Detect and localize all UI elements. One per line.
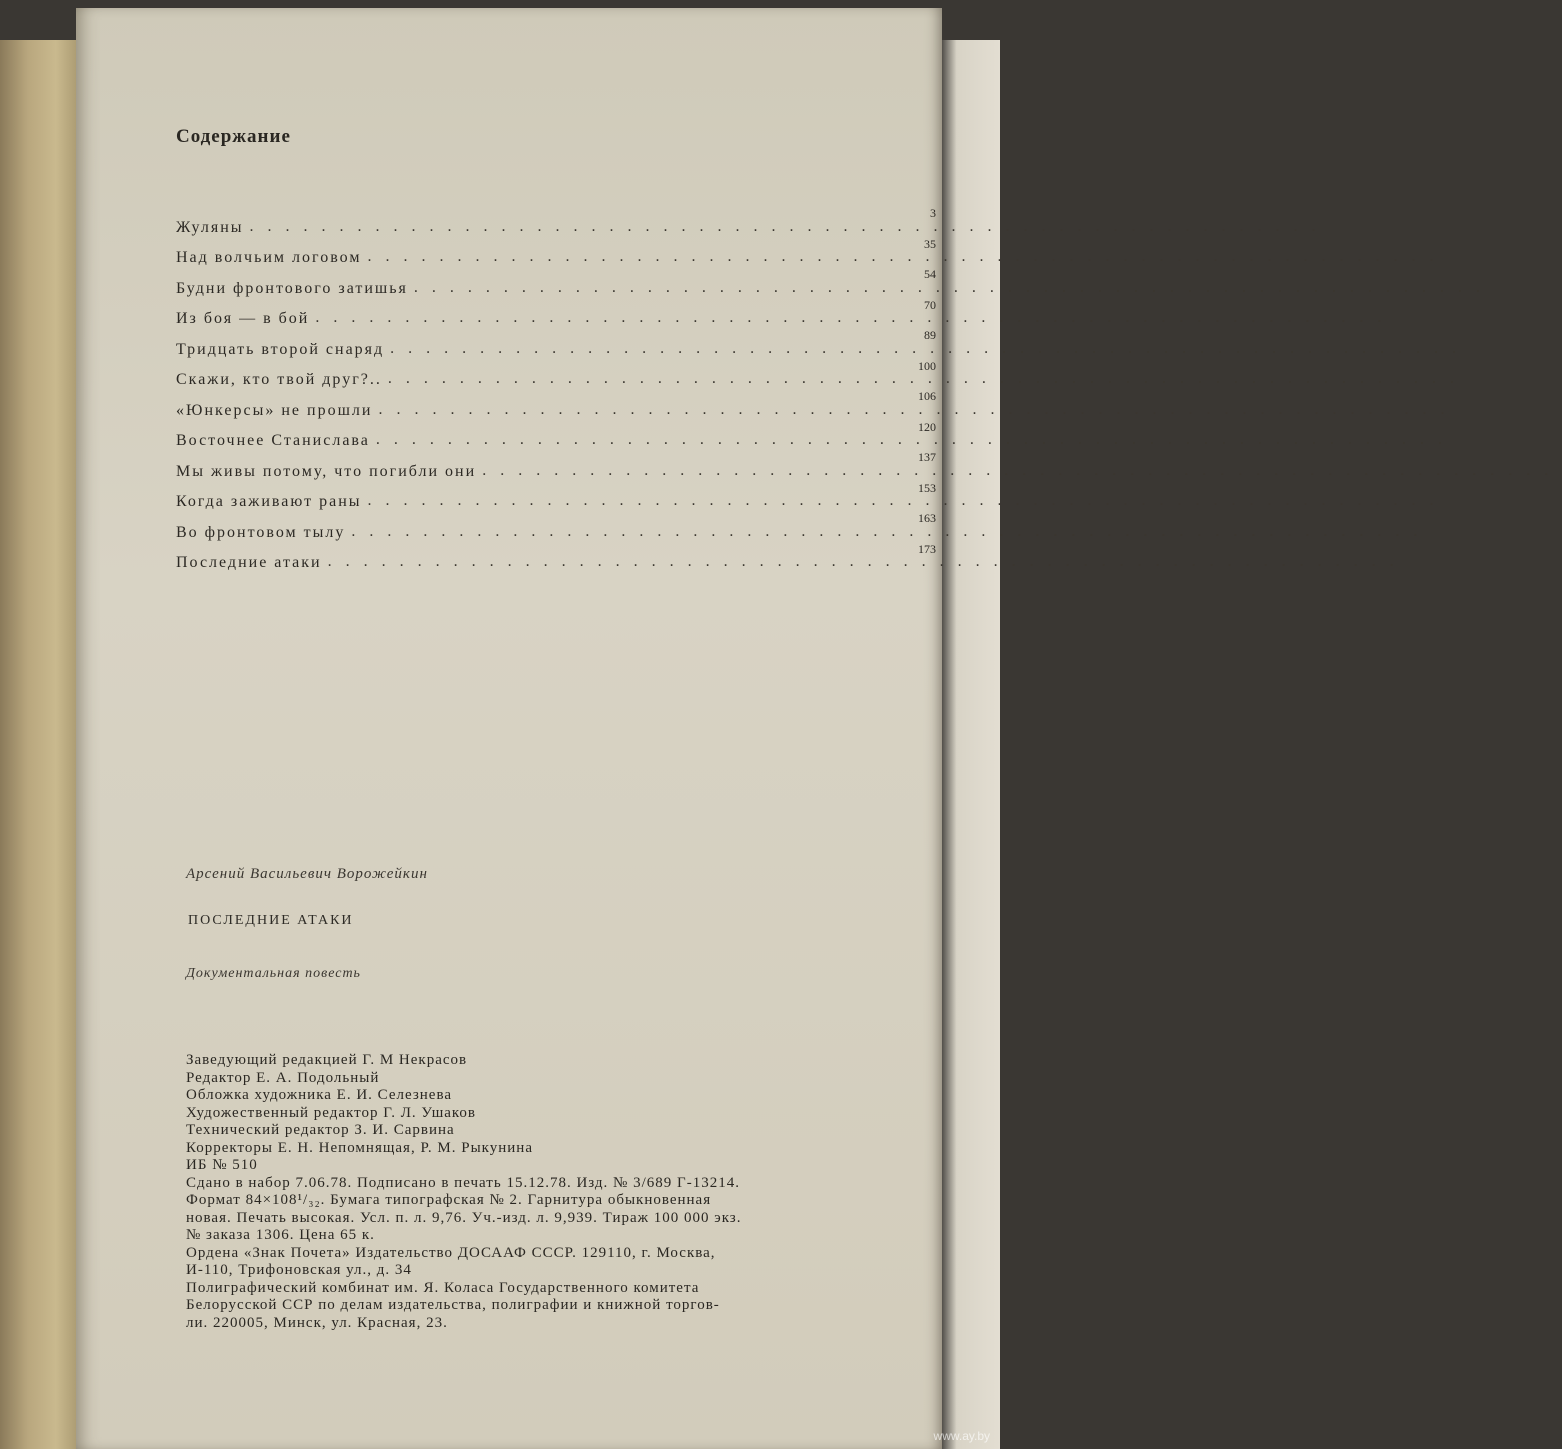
imprint-line: ли. 220005, Минск, ул. Красная, 23. [186,1314,448,1331]
toc-entry-label: Мы живы потому, что погибли они [176,462,477,480]
author-name: Арсений Васильевич Ворожейкин [186,866,428,882]
toc-entry [176,328,1471,359]
toc-leader-dots: ............................................................ [367,248,1448,265]
imprint-line: Художественный редактор Г. Л. Ушаков [186,1104,477,1121]
toc-entry [176,389,1459,420]
toc-entry-page: 100 [918,358,936,373]
toc-entry-page: 3 [930,206,936,220]
book-title: ПОСЛЕДНИЕ АТАКИ [188,913,354,928]
toc-entry [176,480,1448,512]
imprint-line: Корректоры Е. Н. Непомнящая, Р. М. Рыкунина [186,1139,533,1156]
toc-leader-dots: ............................................................ [413,278,1494,296]
toc-entry [176,206,1330,237]
imprint-line: Технический редактор З. И. Сарвина [186,1122,455,1138]
toc-leader-dots: ............................................................ [387,370,1468,387]
toc-entry-label: Из боя — в бой [176,310,310,327]
toc-leader-dots: ............................................................ [390,339,1471,357]
imprint-line: Ордена «Знак Почета» Издательство ДОСААФ СССР. 129110, г. Москва, [186,1244,716,1261]
book-page-edges [0,40,80,1449]
toc-entry-label: Скажи, кто твой друг?.. [176,371,382,388]
toc-entry [176,236,1448,268]
toc-leader-dots: ............................................................ [367,492,1448,509]
imprint-line: Белорусской ССР по делам издательства, полиграфии и книжной торгов- [186,1297,720,1313]
toc-entry-label: Восточнее Станислава [176,432,370,449]
imprint-line: Сдано в набор 7.06.78. Подписано в печать 15.12.78. Изд. № 3/689 Г-13214. [186,1174,740,1191]
imprint-line: Обложка художника Е. И. Селезнева [186,1087,452,1103]
toc-entry-label: Тридцать второй снаряд [176,340,385,358]
toc-entry-page: 35 [924,236,936,251]
toc-entry-page: 54 [924,267,936,281]
toc-entry-label: Жуляны [176,218,244,236]
toc-entry [176,541,1408,573]
imprint-line: Редактор Е. А. Подольный [186,1069,380,1086]
toc-entry [176,267,1494,298]
toc-entry-label: Во фронтовом тылу [176,523,346,541]
toc-entry-page: 120 [918,419,936,434]
toc-entry-label: Над волчьим логовом [176,249,362,266]
imprint-line: Полиграфический комбинат им. Я. Коласа Государственного комитета [186,1279,700,1296]
toc-entry [176,419,1456,451]
table-of-contents [176,206,1562,572]
toc-entry-page: 173 [918,541,936,556]
toc-entry-page: 163 [918,511,936,525]
imprint-line: Формат 84×108¹/₃₂. Бумага типографская № 2. Гарнитура обыкновенная [186,1192,712,1208]
toc-entry [176,358,1468,390]
toc-entry-page: 89 [924,328,936,342]
watermark: www.ay.by [933,1429,990,1443]
toc-entry-label: Будни фронтового затишья [176,279,408,297]
imprint-line: И-110, Трифоновская ул., д. 34 [186,1262,412,1278]
toc-entry [176,297,1396,329]
imprint-line: № заказа 1306. Цена 65 к. [186,1227,375,1243]
toc-leader-dots: ............................................................ [482,461,1562,479]
imprint-line: ИБ № 510 [186,1157,258,1173]
toc-leader-dots: ............................................................ [249,217,1330,235]
imprint-line: новая. Печать высокая. Усл. п. л. 9,76. Уч.-изд. л. 9,939. Тираж 100 000 экз. [186,1209,742,1226]
toc-leader-dots: ............................................................ [375,431,1456,448]
imprint-block [186,1052,976,1332]
toc-entry-label: Когда заживают раны [176,493,362,510]
toc-entry-label: Последние атаки [176,554,322,571]
toc-leader-dots: ............................................................ [351,522,1432,540]
toc-leader-dots: ............................................................ [327,553,1408,570]
toc-entry-page: 153 [918,480,936,495]
toc-leader-dots: ............................................................ [315,309,1396,326]
toc-entry-label: «Юнкерсы» не прошли [176,401,373,419]
toc-entry-page: 70 [924,297,936,312]
toc-title: Содержание [176,126,291,147]
toc-entry [176,450,1562,481]
toc-entry [176,511,1432,542]
toc-leader-dots: ............................................................ [378,400,1459,418]
toc-entry-page: 137 [918,450,936,464]
toc-entry-page: 106 [918,389,936,403]
imprint-line: Заведующий редакцией Г. М Некрасов [186,1052,468,1068]
book-subtitle: Документальная повесть [186,966,361,981]
